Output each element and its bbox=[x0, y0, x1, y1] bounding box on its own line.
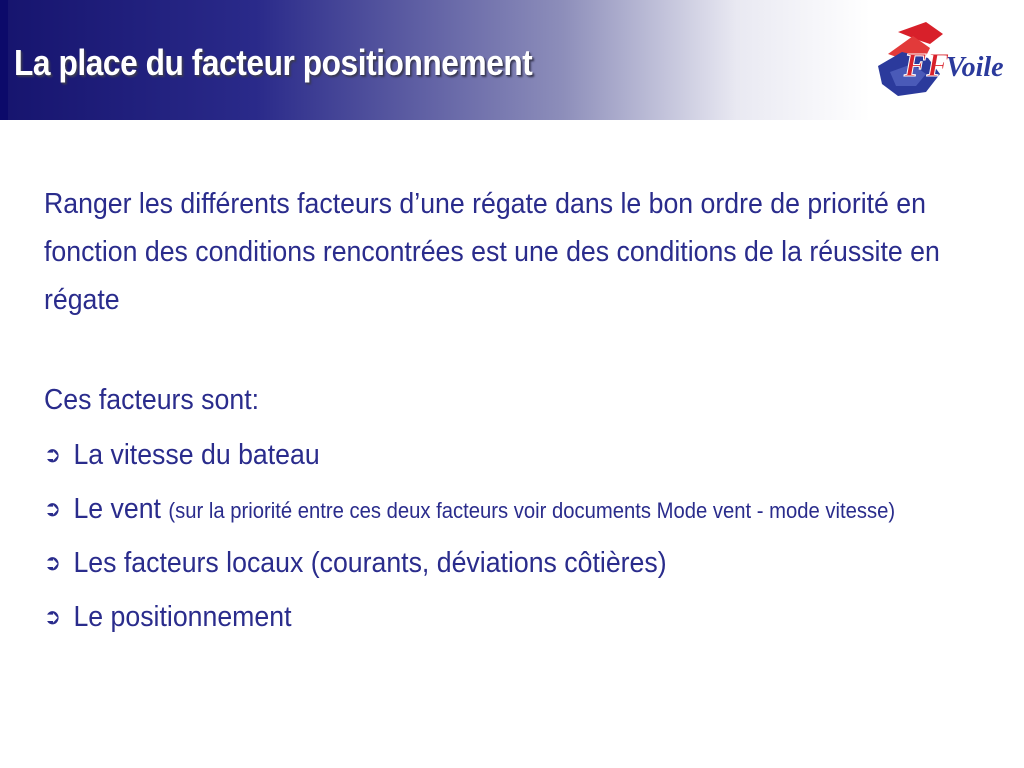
svg-text:Voile: Voile bbox=[946, 52, 1004, 83]
list-item bbox=[44, 490, 973, 528]
list-item bbox=[44, 598, 973, 636]
factors-lead: Ces facteurs sont: bbox=[44, 384, 260, 416]
factor-text: Le vent bbox=[73, 493, 161, 525]
intro-paragraph: Ranger les différents facteurs d’une régate dans le bon ordre de priorité en fonction des conditions rencontrées est une des conditions de la réussite en régate bbox=[44, 188, 940, 316]
list-item bbox=[44, 436, 973, 474]
arrow-bullet-icon: ➲ bbox=[44, 550, 61, 575]
factor-text: Le positionnement bbox=[73, 601, 292, 633]
arrow-bullet-icon: ➲ bbox=[44, 442, 61, 467]
factors-list bbox=[44, 436, 984, 636]
svg-text:FF: FF bbox=[904, 47, 950, 84]
arrow-bullet-icon: ➲ bbox=[44, 604, 61, 629]
arrow-bullet-icon: ➲ bbox=[44, 496, 61, 521]
factor-text: Les facteurs locaux (courants, déviations côtières) bbox=[73, 547, 667, 579]
slide-title: La place du facteur positionnement bbox=[14, 42, 533, 83]
list-item bbox=[44, 544, 973, 582]
factor-text: La vitesse du bateau bbox=[73, 439, 320, 471]
ffvoile-logo bbox=[868, 14, 1013, 109]
slide-body bbox=[44, 180, 984, 652]
factor-note: (sur la priorité entre ces deux facteurs voir documents Mode vent - mode vitesse) bbox=[168, 498, 896, 523]
title-bar-edge bbox=[0, 0, 8, 120]
